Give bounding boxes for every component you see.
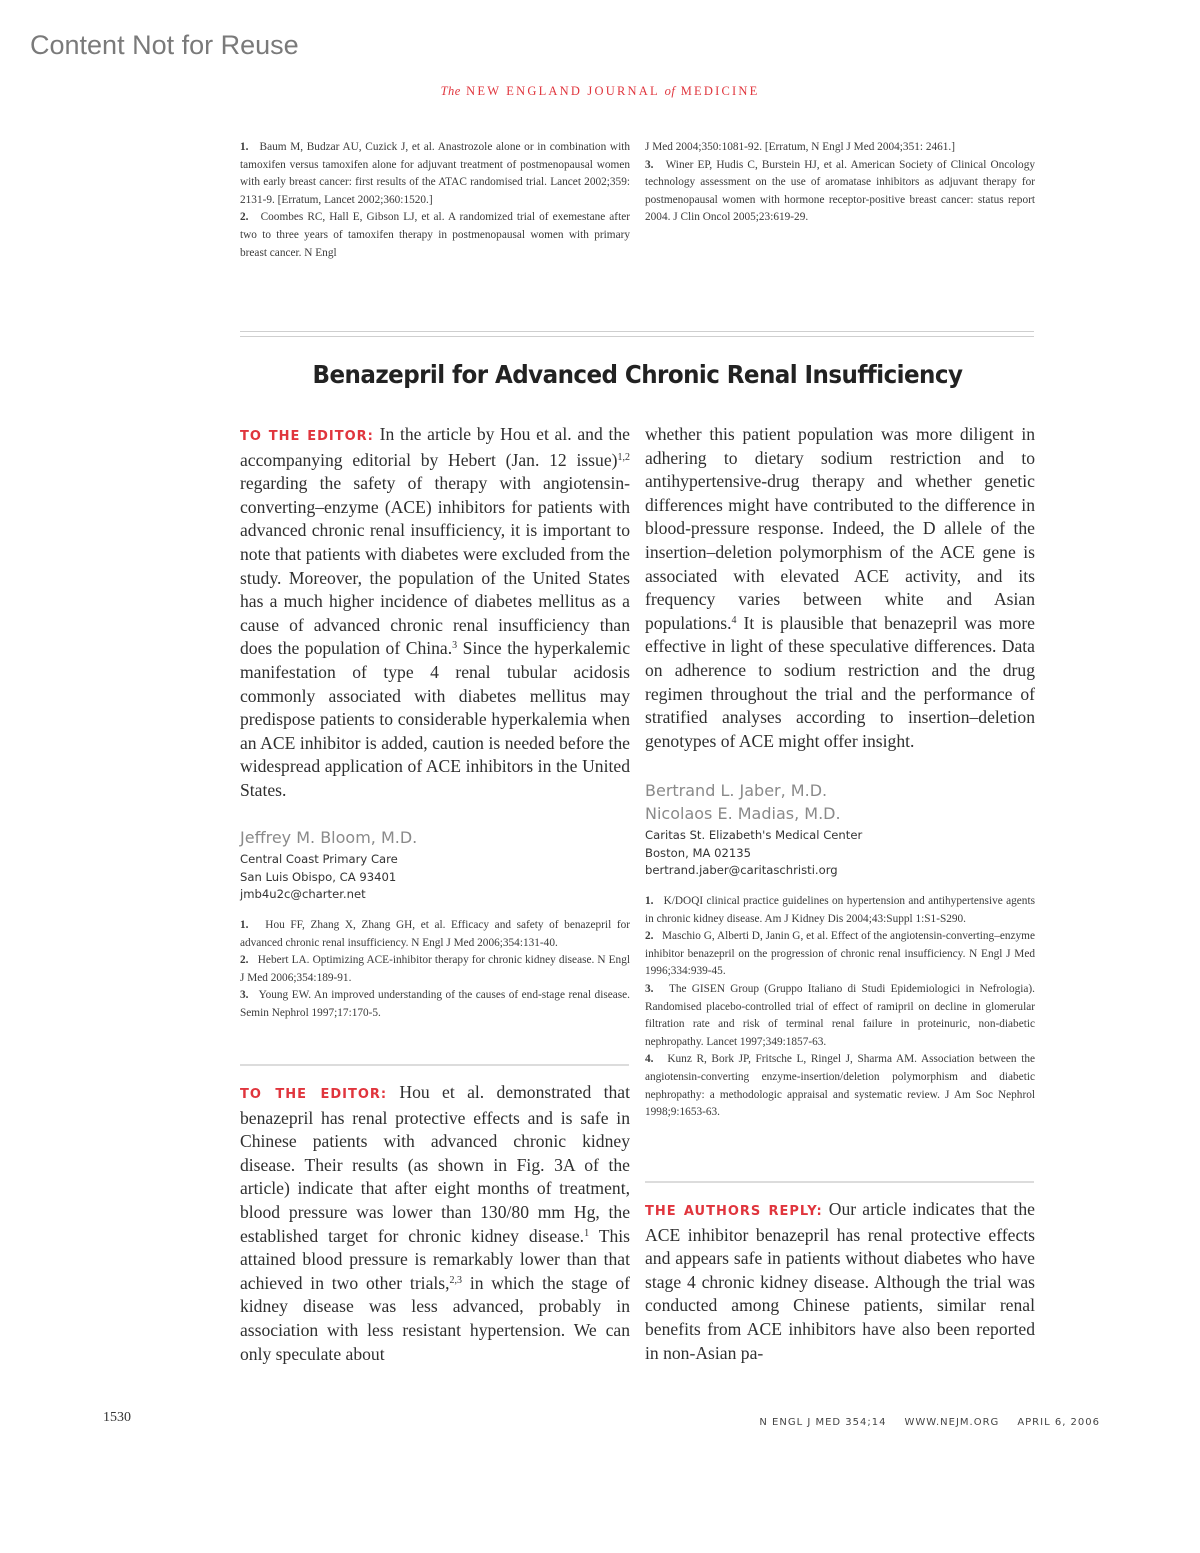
masthead-name-a: NEW ENGLAND JOURNAL [466,84,660,98]
reference-item: 3. The GISEN Group (Gruppo Italiano di Studi Epidemiologici in Nefrologia). Randomised placebo-controlled trial of effect of ramipril on decline in glomerular filtration rate and risk of terminal renal failure in proteinuric, non-diabetic nephropathy. Lancet 1997;349:1857-63. [645,982,1035,1048]
reference-item: 2. Coombes RC, Hall E, Gibson LJ, et al. A randomized trial of exemestane after two to three years of tamoxifen therapy in postmenopausal women with primary breast cancer. N Engl [240,211,630,259]
reply-lead: THE AUTHORS REPLY: [645,1204,823,1219]
section-divider [240,331,1034,337]
masthead-name-b: MEDICINE [680,84,760,98]
reference-item: 3. Winer EP, Hudis C, Burstein HJ, et al. American Society of Clinical Oncology technology assessment on the use of aromatase inhibitors as adjuvant therapy for postmenopausal women with hormone receptor-positive breast cancer: status report 2004. J Clin Oncol 2005;23:619-29. [645,158,1035,224]
reference-item: 1. Hou FF, Zhang X, Zhang GH, et al. Efficacy and safety of benazepril for advanced chronic renal insufficiency. N Engl J Med 2006;354:131-40. [240,919,630,949]
journal-reference: N ENGL J MED 354;14 [759,1417,887,1428]
letter-2-signature [645,779,1035,880]
letter-1-signature [240,826,630,904]
letter-2-body: TO THE EDITOR: Hou et al. demonstrated that benazepril has renal protective effects and is safe in Chinese patients with advanced chronic kidney disease. Their results (as shown in Fig. 3A of the article) indicate that after eight months of treatment, blood pressure was lower than 130/80 mm Hg, the established target for chronic kidney disease.$^1$ This attained blood pressure is remarkably lower than that achieved in two other trials,$^{2,3}$ in which the stage of kidney disease was less advanced, probably in association with less resistant hypertension. We can only speculate about [240,1082,630,1364]
reference-item: 3. Young EW. An improved understanding of the causes of end-stage renal disease. Semin Nephrol 1997;17:170-5. [240,989,630,1019]
affiliation: Caritas St. Elizabeth's Medical Center Boston, MA 02135 bertrand.jaber@caritaschristi.org [645,827,1035,880]
page-number: 1530 [103,1410,131,1425]
prior-references-right [645,139,1035,227]
letter-1-body: TO THE EDITOR: In the article by Hou et al. and the accompanying editorial by Hebert (Jan. 12 issue)$^{1,2}$ regarding the safety of therapy with angiotensin-converting–enzyme (ACE) inhibitors for patients with advanced chronic renal insufficiency, it is important to note that patients with diabetes were excluded from the study. Moreover, the population of the United States has a much higher incidence of diabetes mellitus as a cause of advanced chronic renal insufficiency than does the population of China.$^3$ Since the hyperkalemic manifestation of type 4 renal tubular acidosis commonly associated with diabetes mellitus may predispose patients to considerable hyperkalemia when an ACE inhibitor is added, caution is needed before the widespread application of ACE inhibitors in the United States. [240,424,631,800]
letter-divider [645,1181,1034,1183]
letter-1-references [240,917,630,1023]
prior-references-left [240,139,630,262]
signer-name: Nicolaos E. Madias, M.D. [645,804,841,823]
reference-item: 2. Hebert LA. Optimizing ACE-inhibitor therapy for chronic kidney disease. N Engl J Med 2006;354:189-91. [240,954,630,984]
reference-item: 2. Maschio G, Alberti D, Janin G, et al. Effect of the angiotensin-converting–enzyme inhibitor benazepril on the progression of chronic renal insufficiency. N Engl J Med 1996;334:939-45. [645,930,1035,978]
letter-divider [240,1064,629,1066]
letter-2 [240,1081,630,1366]
signer-name: Jeffrey M. Bloom, M.D. [240,828,418,847]
email-link[interactable]: bertrand.jaber@caritaschristi.org [645,863,838,878]
website-link[interactable]: WWW.NEJM.ORG [904,1417,1000,1428]
reference-continuation: J Med 2004;350:1081-92. [Erratum, N Engl J Med 2004;351: 2461.] [645,141,956,153]
watermark: Content Not for Reuse [30,30,299,60]
reference-item: 4. Kunz R, Bork JP, Fritsche L, Ringel J, Sharma AM. Association between the angiotensin-converting enzyme-insertion/deletion polymorphism and diabetic nephropathy: a methodologic appraisal and systematic review. J Am Soc Nephrol 1998;9:1653-63. [645,1053,1036,1119]
letter-1 [240,423,630,803]
letter-2-body-continued: whether this patient population was more diligent in adhering to dietary sodium restriction and to antihypertensive-drug therapy and whether genetic differences might have contributed to the difference in blood-pressure response. Indeed, the D allele of the insertion–deletion polymorphism of the ACE gene is associated with elevated ACE activity, and its frequency varies between white and Asian populations.$^4$ It is plausible that benazepril was more effective in light of these speculative differences. Data on adherence to sodium restriction and the drug regimen throughout the trial and the performance of stratified analyses according to insertion–deletion genotypes of ACE might offer insight. [645,424,1035,751]
page-footer [0,1412,1100,1430]
masthead-the: The [440,84,461,98]
letter-lead: TO THE EDITOR: [240,1087,388,1102]
reference-item: 1. K/DOQI clinical practice guidelines on hypertension and antihypertensive agents in chronic kidney disease. Am J Kidney Dis 2004;43:Suppl 1:S1-S290. [645,895,1035,925]
issue-date: APRIL 6, 2006 [1017,1417,1100,1428]
signer-name: Bertrand L. Jaber, M.D. [645,781,828,800]
letter-lead: TO THE EDITOR: [240,429,374,444]
email-link[interactable]: jmb4u2c@charter.net [240,887,366,902]
authors-reply [645,1198,1035,1365]
reference-item: 1. Baum M, Budzar AU, Cuzick J, et al. Anastrozole alone or in combination with tamoxifen versus tamoxifen alone for adjuvant treatment of postmenopausal women with early breast cancer: first results of the ATAC randomised trial. Lancet 2002;359: 2131-9. [Erratum, Lancet 2002;360:1520.] [240,141,630,206]
article-title: Benazepril for Advanced Chronic Renal Insufficiency [312,360,963,389]
affiliation: Central Coast Primary Care San Luis Obispo, CA 93401 jmb4u2c@charter.net [240,851,630,904]
masthead-of: of [664,84,676,98]
authors-reply-body: THE AUTHORS REPLY: Our article indicates that the ACE inhibitor benazepril has renal protective effects and appears safe in patients without diabetes who have stage 4 chronic kidney disease. Although the trial was conducted among Chinese patients, similar renal benefits from ACE inhibitors have also been reported in non-Asian pa- [645,1199,1035,1363]
letter-2-references [645,893,1035,1122]
journal-masthead [0,84,1200,99]
letter-2-continued [645,423,1035,753]
